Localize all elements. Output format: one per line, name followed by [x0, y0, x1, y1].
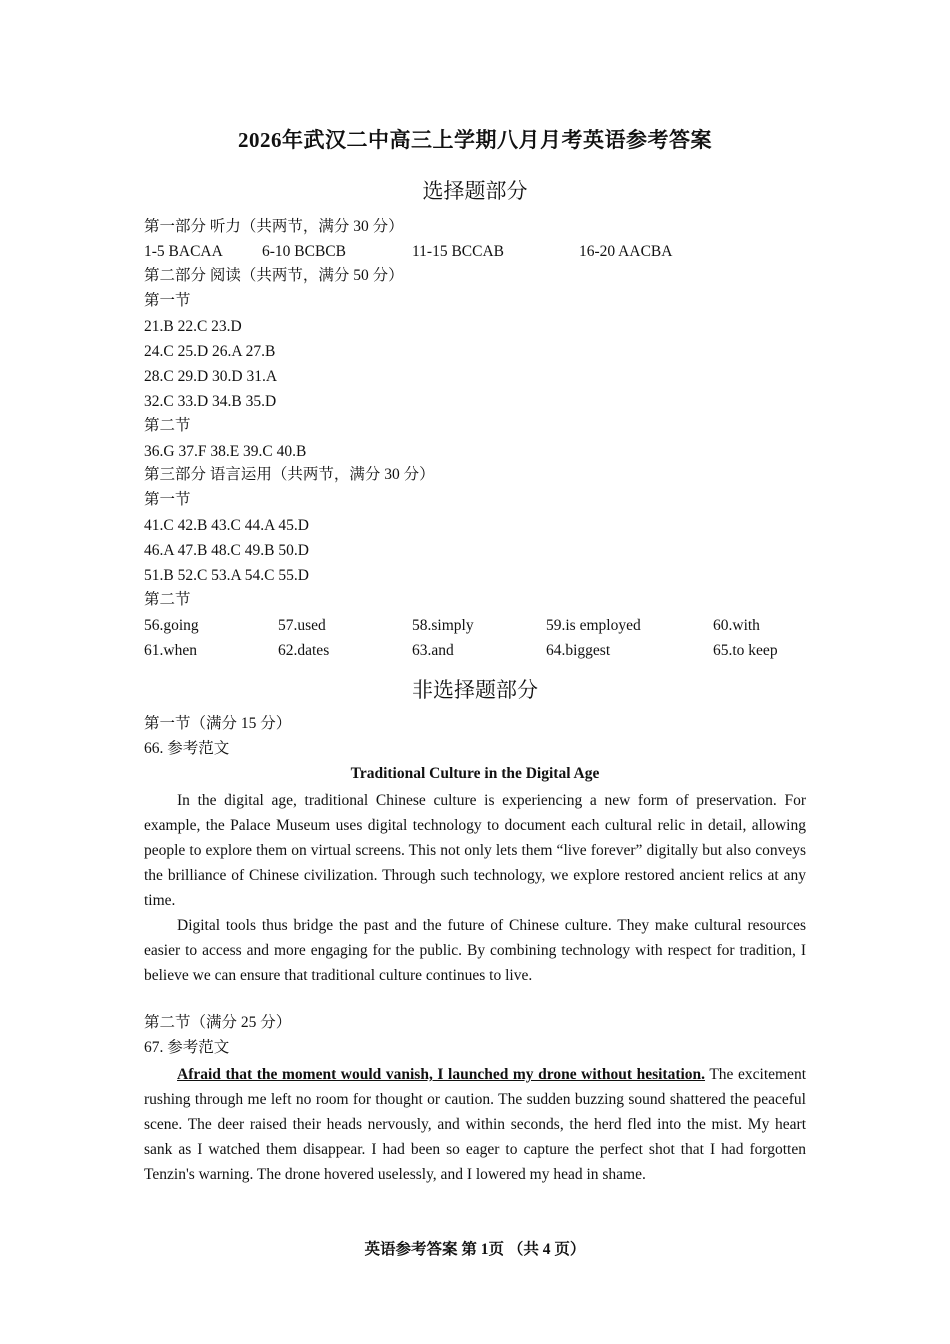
page-title: 2026年武汉二中高三上学期八月月考英语参考答案	[238, 128, 712, 152]
answer-group: 1-5 BACAA	[144, 243, 223, 260]
fill-answer: 59.is employed	[546, 617, 641, 634]
fill-answer: 61.when	[144, 642, 197, 659]
fill-answer: 64.biggest	[546, 642, 611, 659]
answer-line: 46.A 47.B 48.C 49.B 50.D	[144, 542, 309, 559]
answer-line: 24.C 25.D 26.A 27.B	[144, 343, 276, 360]
answer-line: 41.C 42.B 43.C 44.A 45.D	[144, 517, 309, 534]
fill-answer: 63.and	[412, 642, 454, 659]
part2-section2-label: 第二节	[144, 417, 191, 434]
part1-answers	[144, 242, 814, 262]
page-footer: 英语参考答案 第 1页 （共 4 页）	[364, 1241, 586, 1258]
essay-paragraph-1: In the digital age, traditional Chinese culture is experiencing a new form of preservation. For example, the Palace Museum uses digital technology to document each cultural relic in detail, allowing people to explore them on virtual screens. This not only lets them “live forever” digitally but also conveys the brilliance of Chinese civilization. Through such technology, we explore restored ancient relics at any time.	[144, 792, 806, 909]
fill-answer: 60.with	[713, 617, 760, 634]
story-continuation: The excitement rushing through me left no room for thought or caution. The sudden buzzing sound shattered the peaceful scene. The deer raised their heads nervously, and within seconds, the herd fled into the mist. My heart sank as I watched them disappear. I had been so eager to capture the perfect shot that I had forgotten Tenzin's warning. The drone hovered uselessly, and I lowered my head in shame.	[144, 1066, 806, 1183]
answer-group: 16-20 AACBA	[579, 243, 673, 260]
q66-label: 66. 参考范文	[144, 740, 230, 757]
writing-section1-label: 第一节（满分 15 分）	[144, 715, 292, 732]
fill-in-row-1	[144, 616, 814, 636]
part3-section1-label: 第一节	[144, 491, 191, 508]
part2-label: 第二部分 阅读（共两节，满分 50 分）	[144, 267, 404, 284]
writing-section2-label: 第二节（满分 25 分）	[144, 1014, 292, 1031]
fill-answer: 58.simply	[412, 617, 474, 634]
fill-answer: 65.to keep	[713, 642, 778, 659]
part3-section2-label: 第二节	[144, 591, 191, 608]
part1-label: 第一部分 听力（共两节，满分 30 分）	[144, 218, 404, 235]
fill-answer: 62.dates	[278, 642, 330, 659]
fill-answer: 57.used	[278, 617, 326, 634]
story-lead-sentence: Afraid that the moment would vanish, I launched my drone without hesitation.	[177, 1066, 706, 1083]
answer-line: 28.C 29.D 30.D 31.A	[144, 368, 278, 385]
fill-in-row-2	[144, 641, 814, 661]
answer-line: 21.B 22.C 23.D	[144, 318, 242, 335]
answer-group: 6-10 BCBCB	[262, 243, 346, 260]
essay-title: Traditional Culture in the Digital Age	[350, 765, 600, 782]
fill-answer: 56.going	[144, 617, 199, 634]
essay-paragraph-2: Digital tools thus bridge the past and the future of Chinese culture. They make cultural resources easier to access and more engaging for the public. By combining technology with respect for tradition, I believe we can ensure that traditional culture continues to live.	[144, 917, 806, 984]
answer-line: 36.G 37.F 38.E 39.C 40.B	[144, 443, 307, 460]
q67-label: 67. 参考范文	[144, 1039, 230, 1056]
part3-label: 第三部分 语言运用（共两节，满分 30 分）	[144, 466, 435, 483]
answer-line: 32.C 33.D 34.B 35.D	[144, 393, 277, 410]
story-paragraph	[144, 1062, 806, 1187]
part2-section1-label: 第一节	[144, 292, 191, 309]
answer-group: 11-15 BCCAB	[412, 243, 505, 260]
answer-line: 51.B 52.C 53.A 54.C 55.D	[144, 567, 309, 584]
objective-heading: 选择题部分	[422, 179, 528, 203]
subjective-heading: 非选择题部分	[412, 678, 538, 702]
